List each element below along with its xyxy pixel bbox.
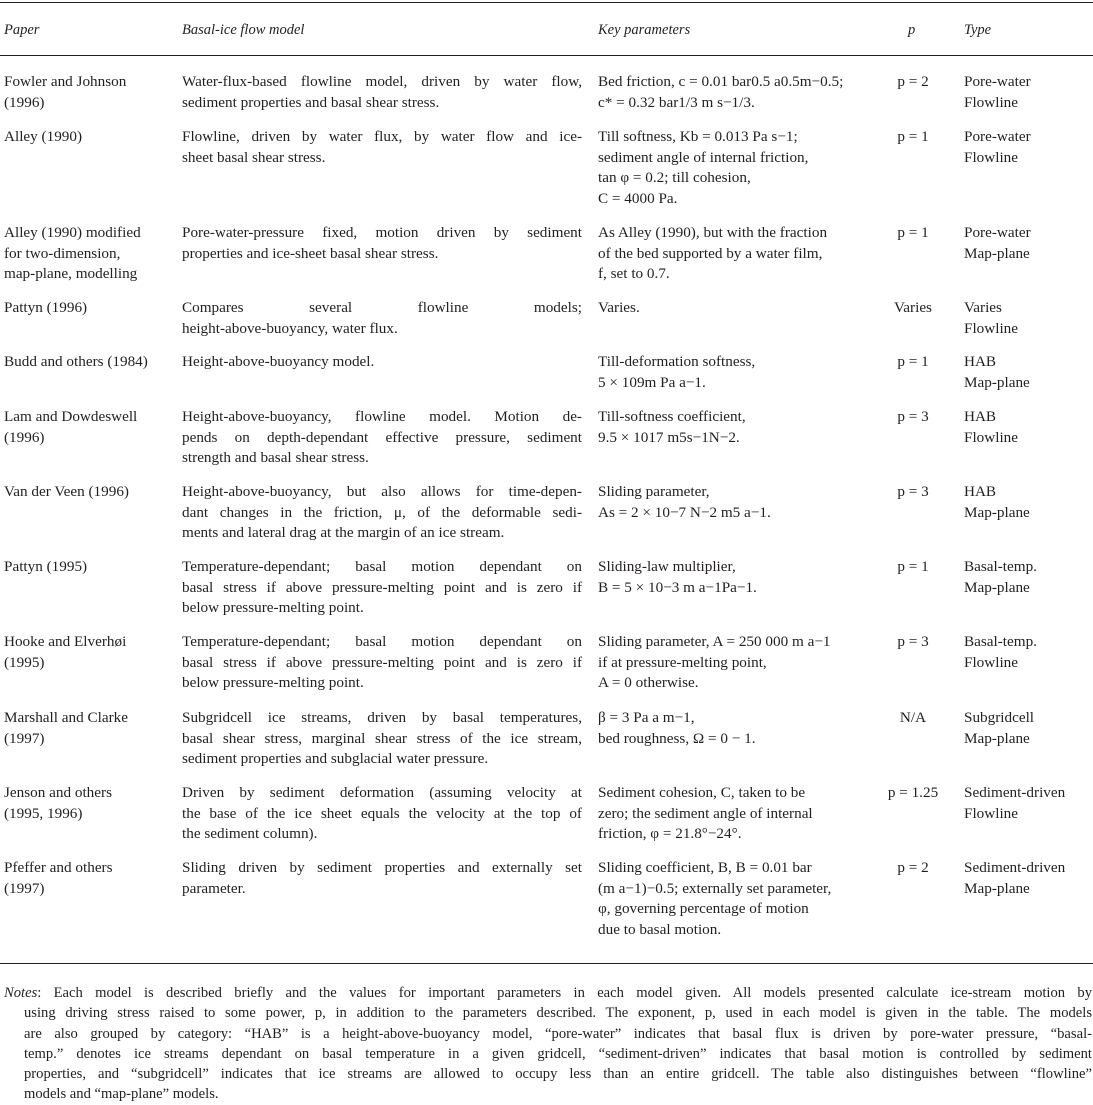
notes-line: temp.” denotes ice streams dependant on basal temperature in a given gridcell, “sediment-driven” indicates that basal motion is controlled by sediment [24, 1045, 1092, 1062]
model-cell-line: Height-above-buoyancy, but also allows for time-depen- [182, 483, 582, 500]
model-cell [182, 708, 582, 770]
type-cell [964, 298, 1092, 339]
header-key-parameters: Key parameters [598, 22, 691, 38]
key-parameters-cell [598, 127, 866, 209]
paper-cell [4, 127, 174, 148]
paper-cell [4, 858, 174, 899]
p-cell: p = 3 [897, 483, 929, 500]
model-cell [182, 858, 582, 899]
type-cell-line: Flowline [964, 653, 1019, 671]
notes-label: Notes [4, 985, 38, 1001]
model-cell-line: Height-above-buoyancy model. [182, 353, 375, 370]
model-cell [182, 223, 582, 264]
model-cell [182, 783, 582, 845]
paper-cell-line: Marshall and Clarke [4, 709, 128, 726]
paper-cell-line: Pfeffer and others [4, 859, 113, 876]
model-cell-line: strength and basal shear stress. [182, 449, 369, 466]
p-cell: p = 1 [897, 558, 929, 575]
model-cell-line: Water-flux-based flowline model, driven by water flow, [182, 73, 582, 90]
paper-cell [4, 783, 174, 824]
table-top-rule [0, 2, 1093, 3]
model-cell-line: Height-above-buoyancy, flowline model. Motion de- [182, 408, 582, 425]
notes-line: models and “map-plane” models. [24, 1086, 219, 1103]
model-cell-line: Driven by sediment deformation (assuming velocity at [182, 784, 582, 801]
paper-cell [4, 708, 174, 749]
key-parameters-cell-line: Till-deformation softness, [598, 353, 756, 370]
model-cell [182, 557, 582, 619]
paper-cell [4, 223, 174, 285]
model-cell-line: the sediment column). [182, 825, 318, 842]
model-cell-line: parameter. [182, 879, 246, 897]
key-parameters-cell-line: 9.5 × 1017 m5s−1N−2. [598, 428, 740, 446]
key-parameters-cell-line: (m a−1)−0.5; externally set parameter, [598, 879, 832, 897]
model-cell-line: basal stress if above pressure-melting point and is zero if [182, 578, 582, 596]
type-cell [964, 127, 1092, 168]
key-parameters-cell-line: φ, governing percentage of motion [598, 900, 809, 917]
type-cell-line: Map-plane [964, 578, 1030, 596]
type-cell-line: Map-plane [964, 503, 1030, 521]
type-cell-line: Basal-temp. [964, 633, 1037, 650]
model-cell [182, 72, 582, 113]
model-cell-line: Sliding driven by sediment properties and externally set [182, 859, 582, 876]
key-parameters-cell-line: friction, φ = 21.8°−24°. [598, 825, 742, 842]
type-cell [964, 858, 1092, 899]
type-cell [964, 407, 1092, 448]
p-cell: N/A [899, 709, 927, 726]
key-parameters-cell [598, 858, 866, 940]
header-p: p [908, 22, 916, 38]
type-cell-line: Flowline [964, 804, 1019, 822]
key-parameters-cell-line: Sliding coefficient, B, B = 0.01 bar [598, 859, 812, 876]
model-cell-line: below pressure-melting point. [182, 674, 364, 691]
model-cell [182, 298, 582, 339]
model-cell-line: sheet basal shear stress. [182, 148, 326, 166]
model-cell [182, 632, 582, 694]
type-cell-line: Flowline [964, 319, 1019, 337]
paper-cell-line: (1997) [4, 729, 45, 747]
paper-cell [4, 72, 174, 113]
type-cell [964, 632, 1092, 673]
model-cell-line: pends on depth-dependant effective pressure, sediment [182, 428, 582, 446]
model-cell-line: the base of the ice sheet equals the velocity at the top of [182, 804, 582, 822]
key-parameters-cell-line: Sliding parameter, [598, 483, 710, 500]
type-cell [964, 557, 1092, 598]
p-cell: Varies [894, 299, 932, 316]
type-cell-line: HAB [964, 483, 997, 500]
type-cell-line: Pore-water [964, 73, 1031, 90]
key-parameters-cell [598, 632, 866, 694]
key-parameters-cell [598, 557, 866, 598]
paper-cell [4, 482, 174, 503]
model-cell-line: Temperature-dependant; basal motion dependant on [182, 633, 582, 650]
header-model: Basal-ice flow model [182, 22, 305, 38]
type-cell-line: Sediment-driven [964, 784, 1066, 801]
type-cell-line: Pore-water [964, 224, 1031, 241]
model-cell [182, 407, 582, 469]
key-parameters-cell-line: A = 0 otherwise. [598, 674, 699, 691]
model-cell-line: Compares several flowline models; [182, 299, 582, 316]
notes-line: are also grouped by category: “HAB” is a height-above-buoyancy model, “pore-water” indicates that basal flux is driven by pore-water pressure, “basal- [24, 1025, 1092, 1042]
key-parameters-cell [598, 407, 866, 448]
notes-line: Notes: Each model is described briefly and the values for important parameters in each model given. All models presented calculate ice-stream motion by [4, 985, 1092, 1001]
key-parameters-cell-line: As Alley (1990), but with the fraction [598, 224, 828, 241]
model-cell [182, 482, 582, 544]
key-parameters-cell-line: due to basal motion. [598, 920, 722, 938]
model-cell-line: sediment properties and basal shear stress. [182, 93, 440, 111]
key-parameters-cell-line: β = 3 Pa a m−1, [598, 709, 695, 726]
p-cell: p = 1.25 [887, 784, 939, 801]
type-cell-line: Flowline [964, 148, 1019, 166]
header-type: Type [964, 22, 992, 38]
paper-cell-line: (1995) [4, 653, 45, 671]
key-parameters-cell-line: if at pressure-melting point, [598, 653, 767, 671]
p-cell: p = 1 [897, 128, 929, 145]
type-cell-line: HAB [964, 408, 997, 425]
model-cell-line: Subgridcell ice streams, driven by basal temperatures, [182, 709, 582, 726]
paper-cell-line: Pattyn (1996) [4, 299, 88, 316]
type-cell-line: Varies [964, 299, 1002, 316]
key-parameters-cell-line: sediment angle of internal friction, [598, 148, 809, 166]
table-header-rule [0, 55, 1093, 56]
key-parameters-cell [598, 708, 866, 749]
key-parameters-cell-line: Sliding parameter, A = 250 000 m a−1 [598, 633, 831, 650]
table-bottom-rule [0, 963, 1093, 964]
paper-cell-line: Alley (1990) [4, 128, 83, 145]
model-cell-line: properties and ice-sheet basal shear stress. [182, 244, 439, 262]
key-parameters-cell-line: f, set to 0.7. [598, 265, 670, 282]
key-parameters-cell-line: B = 5 × 10−3 m a−1Pa−1. [598, 578, 757, 596]
p-cell: p = 2 [897, 859, 929, 876]
type-cell-line: Sediment-driven [964, 859, 1066, 876]
type-cell [964, 72, 1092, 113]
type-cell-line: Map-plane [964, 373, 1030, 391]
key-parameters-cell-line: of the bed supported by a water film, [598, 244, 823, 262]
key-parameters-cell-line: 5 × 109m Pa a−1. [598, 373, 706, 391]
key-parameters-cell-line: zero; the sediment angle of internal [598, 804, 813, 822]
type-cell [964, 223, 1092, 264]
paper-cell-line: (1996) [4, 428, 45, 446]
key-parameters-cell-line: Bed friction, c = 0.01 bar0.5 a0.5m−0.5; [598, 73, 844, 90]
type-cell-line: Flowline [964, 428, 1019, 446]
paper-cell-line: (1997) [4, 879, 45, 897]
paper-cell-line: Fowler and Johnson [4, 73, 127, 90]
paper-cell-line: map-plane, modelling [4, 265, 138, 282]
model-cell-line: Pore-water-pressure fixed, motion driven by sediment [182, 224, 582, 241]
p-cell: p = 1 [897, 353, 929, 370]
paper-cell-line: Pattyn (1995) [4, 558, 88, 575]
paper-cell [4, 632, 174, 673]
paper-cell [4, 557, 174, 578]
model-cell-line: Temperature-dependant; basal motion dependant on [182, 558, 582, 575]
type-cell-line: Map-plane [964, 729, 1030, 747]
type-cell-line: Basal-temp. [964, 558, 1037, 575]
p-cell: p = 2 [897, 73, 929, 90]
key-parameters-cell-line: Sediment cohesion, C, taken to be [598, 784, 806, 801]
paper-cell-line: (1995, 1996) [4, 804, 83, 822]
notes-line: using driving stress raised to some power, p, in addition to the parameters described. The exponent, p, used in each model is given in the table. The models [24, 1005, 1092, 1022]
table-notes [4, 983, 1092, 1105]
key-parameters-cell-line: Till-softness coefficient, [598, 408, 746, 425]
type-cell [964, 783, 1092, 824]
type-cell [964, 708, 1092, 749]
header-paper: Paper [4, 22, 40, 38]
model-cell-line: height-above-buoyancy, water flux. [182, 319, 398, 337]
type-cell-line: Subgridcell [964, 709, 1035, 726]
model-cell-line: sediment properties and subglacial water pressure. [182, 750, 489, 767]
paper-cell [4, 407, 174, 448]
model-cell [182, 352, 582, 373]
paper-cell-line: Van der Veen (1996) [4, 483, 129, 500]
key-parameters-cell [598, 72, 866, 113]
paper-cell-line: (1996) [4, 93, 45, 111]
type-cell-line: HAB [964, 353, 997, 370]
model-cell-line: basal stress if above pressure-melting point and is zero if [182, 653, 582, 671]
paper-cell-line: Budd and others (1984) [4, 353, 148, 370]
key-parameters-cell-line: C = 4000 Pa. [598, 189, 678, 207]
p-cell: p = 1 [897, 224, 929, 241]
notes-line: properties, and “subgridcell” indicates that ice streams are allowed to occupy less than an entire gridcell. The table also distinguishes between “flowline” [24, 1066, 1092, 1083]
key-parameters-cell-line: Till softness, Kb = 0.013 Pa s−1; [598, 128, 798, 145]
model-cell-line: ments and lateral drag at the margin of an ice stream. [182, 524, 505, 541]
model-cell-line: Flowline, driven by water flux, by water flow and ice- [182, 128, 582, 145]
key-parameters-cell [598, 298, 866, 319]
key-parameters-cell [598, 223, 866, 285]
type-cell-line: Pore-water [964, 128, 1031, 145]
model-cell [182, 127, 582, 168]
key-parameters-cell [598, 352, 866, 393]
paper-cell [4, 298, 174, 319]
model-cell-line: below pressure-melting point. [182, 599, 364, 616]
p-cell: p = 3 [897, 408, 929, 425]
paper-cell-line: for two-dimension, [4, 244, 121, 262]
key-parameters-cell-line: tan φ = 0.2; till cohesion, [598, 169, 751, 186]
type-cell-line: Flowline [964, 93, 1019, 111]
key-parameters-cell-line: c* = 0.32 bar1/3 m s−1/3. [598, 93, 755, 111]
key-parameters-cell-line: Sliding-law multiplier, [598, 558, 736, 575]
paper-cell [4, 352, 174, 373]
type-cell [964, 482, 1092, 523]
p-cell: p = 3 [897, 633, 929, 650]
paper-cell-line: Hooke and Elverhøi [4, 633, 127, 650]
type-cell [964, 352, 1092, 393]
key-parameters-cell-line: bed roughness, Ω = 0 − 1. [598, 729, 756, 747]
type-cell-line: Map-plane [964, 244, 1030, 262]
key-parameters-cell [598, 482, 866, 523]
paper-cell-line: Jenson and others [4, 784, 112, 801]
key-parameters-cell-line: Varies. [598, 299, 640, 316]
model-cell-line: basal shear stress, marginal shear stress of the ice stream, [182, 729, 582, 747]
type-cell-line: Map-plane [964, 879, 1030, 897]
model-cell-line: dant changes in the friction, μ, of the deformable sedi- [182, 503, 582, 521]
key-parameters-cell [598, 783, 866, 845]
key-parameters-cell-line: As = 2 × 10−7 N−2 m5 a−1. [598, 503, 771, 521]
paper-cell-line: Alley (1990) modified [4, 224, 141, 241]
paper-cell-line: Lam and Dowdeswell [4, 408, 138, 425]
